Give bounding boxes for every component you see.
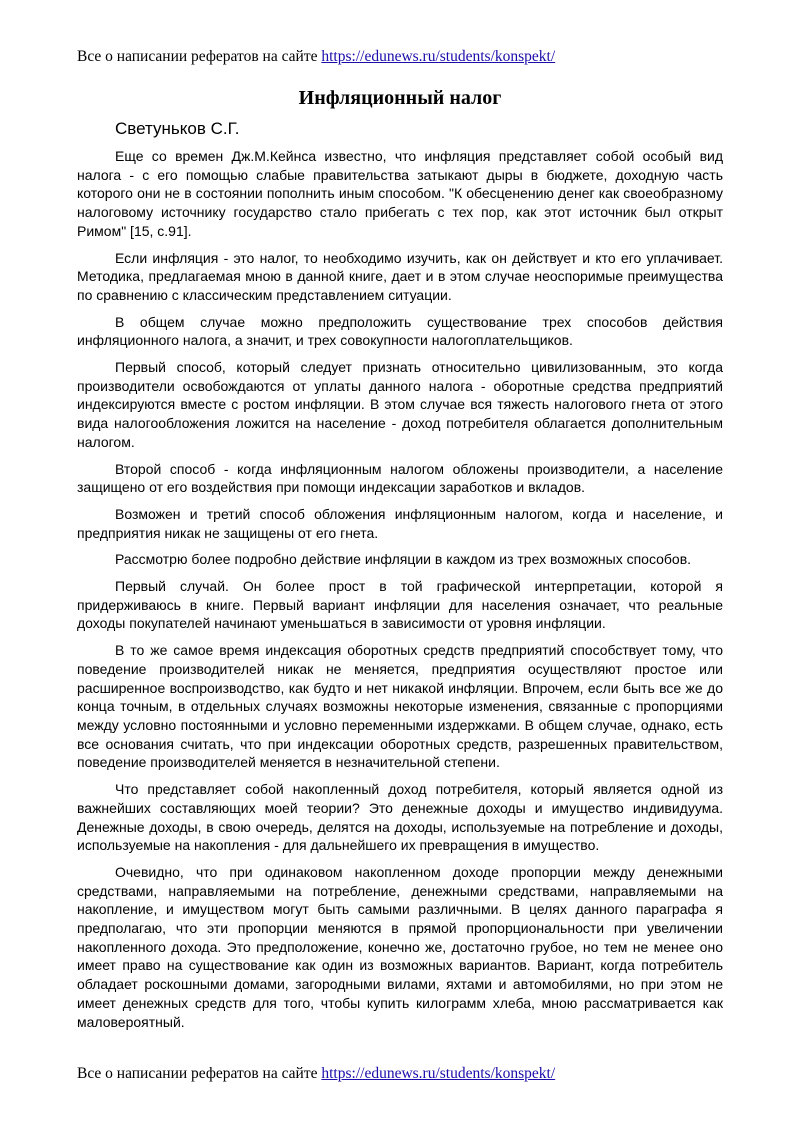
page-footer [77,1065,555,1083]
body-paragraph: Первый способ, который следует признать относительно цивилизованным, это когда производители освобождаются от уплаты данного налога - оборотные средства предприятий индексируются вместе с ростом инфляции. В этом случае вся тяжесть налогового гнета от этого вида налогообложения ложится на население - доход потребителя облагается дополнительным налогом. [77,359,723,450]
body-paragraph: Рассмотрю более подробно действие инфляции в каждом из трех возможных способов. [115,551,692,568]
body-paragraph: Еще со времен Дж.М.Кейнса известно, что инфляция представляет собой особый вид налога - с его помощью слабые правительства затыкают дыры в бюджете, доходную часть которого они не в состоянии пополнить иным способом. "К обесценению денег как своеобразному налоговому источнику государство стало прибегать с тех пор, как этот источник был открыт Римом" [15, с.91]. [77,148,723,239]
page-header [77,48,555,66]
body-paragraph: Что представляет собой накопленный доход потребителя, который является одной из важнейших составляющих моей теории? Это денежные доходы и имущество индивидуума. Денежные доходы, в свою очередь, делятся на доходы, используемые на потребление и доходы, используемые на накопления - для дальнейшего их превращения в имущество. [77,781,723,854]
document-author: Светуньков С.Г. [115,119,240,138]
header-text: Все о написании рефератов на сайте [77,48,318,65]
body-paragraph: Очевидно, что при одинаковом накопленном доходе пропорции между денежными средствами, направляемыми на потребление, денежными средствами, направляемыми на накопление, и имуществом могут быть самыми различными. В целях данного параграфа я предполагаю, что эти пропорции меняются в прямой пропорциональности при увеличении накопленного дохода. Это предположение, конечно же, достаточно грубое, но тем не менее оно имеет право на существование как один из возможных вариантов. Вариант, когда потребитель обладает роскошными домами, загородными вилами, яхтами и автомобилями, но при этом не имеет денежных средств для того, чтобы купить килограмм хлеба, мною рассматривается как маловероятный. [77,863,723,1030]
footer-site-link[interactable]: https://edunews.ru/students/konspekt/ [321,1065,556,1082]
document-body [77,147,723,1039]
footer-text: Все о написании рефератов на сайте [77,1065,318,1082]
body-paragraph: Второй способ - когда инфляционным налогом обложены производители, а население защищено от его воздействия при помощи индексации заработков и вкладов. [77,460,723,496]
body-paragraph: Первый случай. Он более прост в той графической интерпретации, которой я придерживаюсь в книге. Первый вариант инфляции для населения означает, что реальные доходы покупателей начинают уменьшаться в зависимости от уровня инфляции. [77,578,723,632]
body-paragraph: Возможен и третий способ обложения инфляционным налогом, когда и население, и предприятия никак не защищены от его гнета. [77,505,723,541]
header-site-link[interactable]: https://edunews.ru/students/konspekt/ [321,48,556,65]
body-paragraph: В то же самое время индексация оборотных средств предприятий способствует тому, что поведение производителей никак не меняется, предприятия осуществляют простое или расширенное воспроизводство, как будто и нет никакой инфляции. Впрочем, если быть все же до конца точным, в отдельных случаях возможны некоторые изменения, связанные с пропорциями между условно постоянными и условно переменными издержками. В общем случае, однако, есть все основания считать, что при индексации оборотных средств, разрешенных правительством, поведение производителей меняется в незначительной степени. [77,642,723,771]
body-paragraph: В общем случае можно предположить существование трех способов действия инфляционного налога, а значит, и трех совокупности налогоплательщиков. [77,313,723,349]
document-title: Инфляционный налог [298,87,502,109]
body-paragraph: Если инфляция - это налог, то необходимо изучить, как он действует и кто его уплачивает. Методика, предлагаемая мною в данной книге, дает и в этом случае неоспоримые преимущества по сравнению с классическим представлением ситуации. [77,249,723,303]
